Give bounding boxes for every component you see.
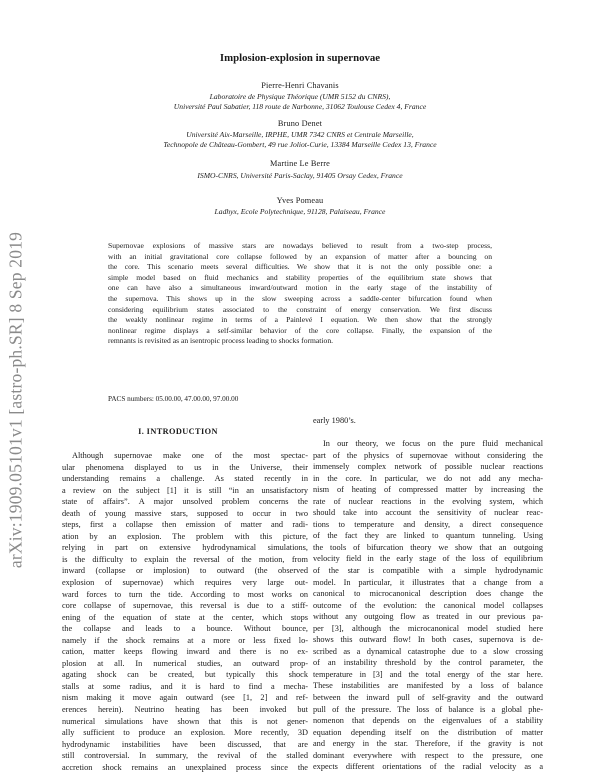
body-line: velocity field in the early stage of the loss of equilibrium	[313, 554, 543, 564]
abstract-line: considering equilibrium states associated to the constraint of energy conservation. We first discuss	[108, 304, 492, 314]
body-line: hydrodynamic instabilities have been discussed, that are	[62, 739, 308, 749]
body-line: without any outgoing flow as treated in our previous pa-	[313, 612, 543, 622]
abstract-line: one can have also a simultaneous inward/outward motion in the early stage of the instability of	[108, 283, 492, 293]
body-line: equation depending itself on the distribution of matter	[313, 727, 543, 737]
body-line: model. In particular, it illustrates that a change from a	[313, 577, 543, 587]
abstract-line: the supernova. This shows up in the slow sweeping across a saddle-center bifurcation found when	[108, 293, 492, 303]
body-line: in the core. In particular, we do not add any mecha-	[313, 473, 543, 483]
body-line: understanding remains a challenge. As stated recently in	[62, 474, 308, 484]
body-line: of the star is compatible with a simple hydrodynamic	[313, 566, 543, 576]
body-line: agating shock can be created, but typically this shock	[62, 670, 308, 680]
body-line: scribed as a dynamical catastrophe due to a slow crossing	[313, 646, 543, 656]
body-line: part of the physics of supernovae without considering the	[313, 450, 543, 460]
body-line: shows this outward flow! In both cases, supernova is de-	[313, 635, 543, 645]
body-line: numerical simulations have shown that this is not gener-	[62, 716, 308, 726]
abstract-line: with an initial gravitational core collapse followed by an expansion of matter after a bouncing on	[108, 251, 492, 261]
body-line: nism making it move again outward (see [1, 2] and ref-	[62, 693, 308, 703]
body-line: of an instability threshold by the control parameter, the	[313, 658, 543, 668]
body-line: is the difficulty to explain the reversal of the motion, from	[62, 554, 308, 564]
body-line: inward (collapse or implosion) to outward (the observed	[62, 566, 308, 576]
abstract-line: the weakly nonlinear regime in terms of a Painlevé I equation. We then show that the strongly	[108, 315, 492, 325]
abstract-line: simple model based on fluid mechanics and stability properties of the equilibrium state shows that	[108, 272, 492, 282]
body-line: core collapse of supernovae, this reversal is due to a stiff-	[62, 601, 308, 611]
body-line: outcome of the evolution: the canonical model collapses	[313, 600, 543, 610]
author-affiliation: Technopole de Château-Gombert, 49 rue Joliot-Curie, 13384 Marseille Cedex 13, France	[163, 140, 437, 149]
body-line: relying in part on extensive hydrodynamical simulations,	[62, 543, 308, 553]
author-name: Martine Le Berre	[270, 159, 330, 168]
body-line: between the inward pull of self-gravity and the outward	[313, 693, 543, 703]
author-affiliation: Ladhyx, Ecole Polytechnique, 91128, Palaiseau, France	[214, 207, 386, 216]
body-line: nomenon that depends on the eigenvalues of a stability	[313, 716, 543, 726]
body-line: stalls at some radius, and it is hard to find a mecha-	[62, 681, 308, 691]
abstract-line: Supernovae explosions of massive stars are nowadays believed to result from a two-step process,	[108, 241, 492, 250]
body-line: pull of the pressure. The loss of balance is a global phe-	[313, 704, 543, 714]
body-line: immensely complex network of possible nuclear reactions	[313, 462, 543, 472]
body-line: ening of the equation of state at the center, which stops	[62, 612, 308, 622]
author-name: Pierre-Henri Chavanis	[261, 81, 339, 90]
body-line: namely if the shock remains at a more or less fixed lo-	[62, 635, 308, 645]
body-line: accretion shock remains an unexplained process since the	[62, 762, 308, 772]
body-line: of the fact they are linked to quantum tunneling. Using	[313, 531, 543, 541]
abstract-line: nonlinear regime displays a self-similar behavior of the core collapse. Finally, the expansion of the	[108, 325, 492, 335]
body-line: steps, first a collapse then emission of matter and radi-	[62, 520, 308, 530]
body-line: plosion at all. In numerical studies, an outward prop-	[62, 658, 308, 668]
paper-title: Implosion-explosion in supernovae	[219, 52, 381, 64]
body-line: ular phenomena displayed to us in the Universe, their	[62, 462, 308, 472]
body-line: still controversial. In summary, the revival of the stalled	[62, 751, 308, 761]
body-line: per [3], although the microcanonical model studied here	[313, 623, 543, 633]
body-line: cation, matter keeps flowing inward and there is no ex-	[62, 647, 308, 657]
body-line: canonical to microcanonical description does change the	[313, 589, 543, 599]
body-line: the tools of bifurcation theory we show that an outgoing	[313, 542, 543, 552]
body-line: should take into account the sensitivity of nuclear reac-	[313, 508, 543, 518]
author-affiliation: ISMO-CNRS, Université Paris-Saclay, 91405 Orsay Cedex, France	[197, 171, 403, 180]
body-line: ward forces to turn the tide. According to most works on	[62, 589, 308, 599]
body-line: and energy in the star. Therefore, if the gravity is not	[313, 739, 543, 749]
body-line: nism of heating of compressed matter by increasing the	[313, 485, 543, 495]
author-affiliation: Laboratoire de Physique Théorique (UMR 5152 du CNRS),	[209, 92, 391, 101]
body-line: explosion of supernovae) which requires very large out-	[62, 578, 308, 588]
body-line: tions to temperature and density, a direct consequence	[313, 519, 543, 529]
body-line: rate of nuclear reactions in the evolving system, which	[313, 496, 543, 506]
left-column	[62, 450, 308, 773]
body-line: Although supernovae make one of the most spectac-	[72, 451, 308, 460]
body-line: ally sufficient to produce an explosion. More recently, 3D	[62, 728, 308, 738]
section-heading: I. INTRODUCTION	[138, 427, 218, 436]
body-line: expects different orientations of the radial velocity as a	[313, 762, 543, 772]
body-line: In our theory, we focus on the pure fluid mechanical	[323, 439, 543, 448]
author-name: Bruno Denet	[277, 119, 323, 128]
pacs-numbers: PACS numbers: 05.00.00, 47.00.00, 97.00.00	[108, 395, 239, 403]
abstract	[108, 241, 492, 347]
author-affiliation: Université Aix-Marseille, IRPHE, UMR 7342 CNRS et Centrale Marseille,	[186, 130, 414, 139]
arxiv-identifier-sidebar	[6, 200, 26, 600]
right-column-opening: early 1980’s.	[313, 416, 356, 425]
body-line: state of affairs”. A major unsolved problem concerns the	[62, 497, 308, 507]
body-line: the collapse and leads to a bounce. Without bounce,	[62, 624, 308, 634]
body-line: These instabilities are manifested by a loss of balance	[313, 681, 543, 691]
author-affiliation: Université Paul Sabatier, 118 route de Narbonne, 31062 Toulouse Cedex 4, France	[173, 102, 427, 111]
body-line: ation by an explosion. The problem with this picture,	[62, 531, 308, 541]
abstract-line: the core. This scenario meets several difficulties. We show that it is not the only possible one: a	[108, 262, 492, 272]
body-line: dominant everywhere with respect to the pressure, one	[313, 750, 543, 760]
arxiv-identifier: arXiv:1909.05101v1 [astro-ph.SR] 8 Sep 2019	[5, 231, 26, 569]
body-line: a review on the subject [1] it is still “in an unsatisfactory	[62, 485, 308, 495]
body-line: death of young massive stars, supposed to occur in two	[62, 508, 308, 518]
author-name: Yves Pomeau	[276, 196, 324, 205]
body-line: temperature in [3] and the total energy of the star here.	[313, 669, 543, 679]
body-line: erences herein). Neutrino heating has been invoked but	[62, 705, 308, 715]
abstract-line: remnants is revisited as an isentropic process leading to shocks formation.	[108, 336, 334, 346]
right-column	[313, 438, 543, 773]
